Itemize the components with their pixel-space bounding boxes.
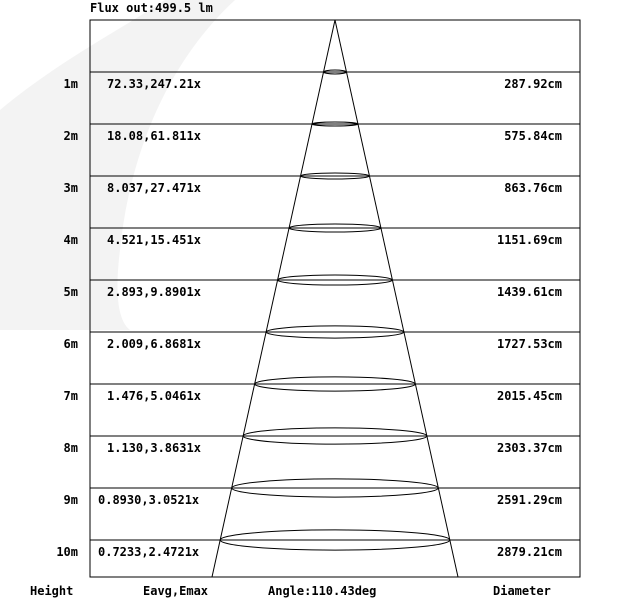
row-height-label: 8m [63, 441, 78, 455]
row-diameter-value: 1151.69cm [496, 233, 562, 247]
row-diameter-value: 2015.45cm [496, 389, 562, 403]
beam-edge-left [212, 20, 335, 577]
row-lux-value: 4.521,15.451x [107, 233, 201, 247]
row-diameter-value: 2591.29cm [496, 493, 562, 507]
row-height-label: 1m [63, 77, 78, 91]
row-height-label: 7m [63, 389, 78, 403]
row-lux-value: 2.009,6.8681x [107, 337, 201, 351]
beam-edge-right [335, 20, 458, 577]
row-diameter-value: 2303.37cm [496, 441, 562, 455]
row-diameter-value: 863.76cm [504, 181, 562, 195]
row-lux-value: 1.476,5.0461x [107, 389, 201, 403]
row-diameter-value: 1439.61cm [496, 285, 562, 299]
row-diameter-value: 1727.53cm [496, 337, 562, 351]
row-diameter-value: 2879.21cm [496, 545, 562, 559]
beam-angle-label: Angle:110.43deg [268, 584, 377, 598]
row-height-label: 5m [63, 285, 78, 299]
beam-cone [212, 20, 458, 577]
row-lux-value: 2.893,9.8901x [107, 285, 201, 299]
height-column-label: Height [30, 584, 74, 598]
row-height-label: 6m [63, 337, 78, 351]
row-lux-value: 0.8930,3.0521x [98, 493, 200, 507]
row-diameter-value: 575.84cm [504, 129, 562, 143]
row-height-label: 2m [63, 129, 78, 143]
diameter-column-label: Diameter [493, 584, 551, 598]
row-lux-value: 72.33,247.21x [107, 77, 201, 91]
row-height-label: 3m [63, 181, 78, 195]
row-diameter-value: 287.92cm [504, 77, 562, 91]
row-height-label: 4m [63, 233, 78, 247]
row-lux-value: 18.08,61.811x [107, 129, 201, 143]
flux-out-label: Flux out:499.5 lm [90, 1, 213, 15]
eavg-emax-column-label: Eavg,Emax [143, 584, 209, 598]
row-lux-value: 8.037,27.471x [107, 181, 201, 195]
row-height-label: 9m [63, 493, 78, 507]
row-height-label: 10m [56, 545, 78, 559]
row-lux-value: 0.7233,2.4721x [98, 545, 200, 559]
row-lux-value: 1.130,3.8631x [107, 441, 201, 455]
